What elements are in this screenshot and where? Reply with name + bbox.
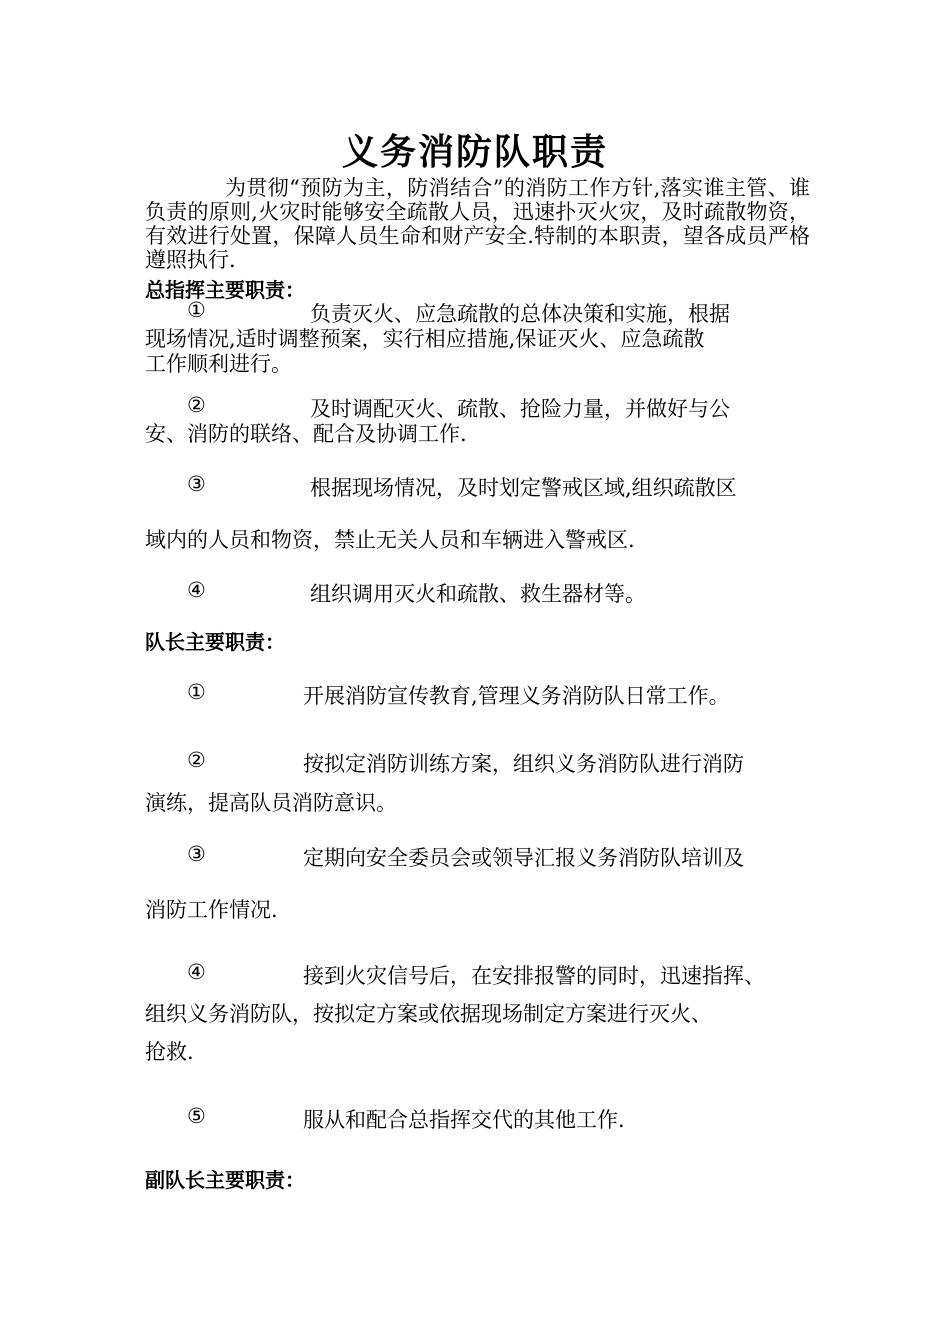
item-number: ② [187, 393, 206, 417]
item-number: ④ [187, 578, 206, 602]
section-heading-vice-captain: 副队长主要职责： [145, 1168, 305, 1192]
intro-paragraph: 为贯彻“预防为主，防消结合”的消防工作方针,落实谁主管、谁负责的原则,火灾时能够安全疏散人员，迅速扑灭火灾，及时疏散物资，有效进行处置，保障人员生命和财产安全.特制的本职责，望各成员严格遵照执行. [145, 176, 810, 272]
item-line: 工作顺利进行。 [145, 352, 292, 376]
item-line: 根据现场情况，及时划定警戒区域,组织疏散区 [310, 476, 737, 500]
item-number: ① [187, 680, 206, 704]
item-line: 定期向安全委员会或领导汇报义务消防队培训及 [303, 846, 744, 870]
item-line: 负责灭火、应急疏散的总体决策和实施，根据 [310, 302, 730, 326]
item-line: 及时调配灭火、疏散、抢险力量，并做好与公 [310, 397, 730, 421]
item-line: 消防工作情况. [145, 898, 278, 922]
page-title: 义务消防队职责 [341, 131, 608, 173]
section-heading-captain: 队长主要职责： [145, 630, 285, 654]
item-number: ① [187, 298, 206, 322]
item-number: ⑤ [187, 1104, 206, 1128]
item-line: 演练，提高队员消防意识。 [145, 791, 397, 815]
item-line: 开展消防宣传教育,管理义务消防队日常工作。 [303, 684, 730, 708]
item-number: ② [187, 748, 206, 772]
item-line: 组织义务消防队，按拟定方案或依据现场制定方案进行灭火、 [145, 1002, 712, 1026]
item-number: ④ [187, 960, 206, 984]
item-line: 接到火灾信号后，在安排报警的同时，迅速指挥、 [303, 964, 765, 988]
item-line: 组织调用灭火和疏散、救生器材等。 [310, 582, 646, 606]
item-line: 现场情况,适时调整预案，实行相应措施,保证灭火、应急疏散 [145, 327, 705, 351]
item-line: 按拟定消防训练方案，组织义务消防队进行消防 [303, 752, 744, 776]
item-line: 安、消防的联络、配合及协调工作. [145, 422, 467, 446]
item-line: 域内的人员和物资，禁止无关人员和车辆进入警戒区. [145, 528, 635, 552]
item-line: 抢救. [145, 1040, 194, 1064]
item-number: ③ [187, 842, 206, 866]
item-number: ③ [187, 472, 206, 496]
section-heading-commander: 总指挥主要职责： [145, 278, 305, 302]
item-line: 服从和配合总指挥交代的其他工作. [303, 1108, 625, 1132]
